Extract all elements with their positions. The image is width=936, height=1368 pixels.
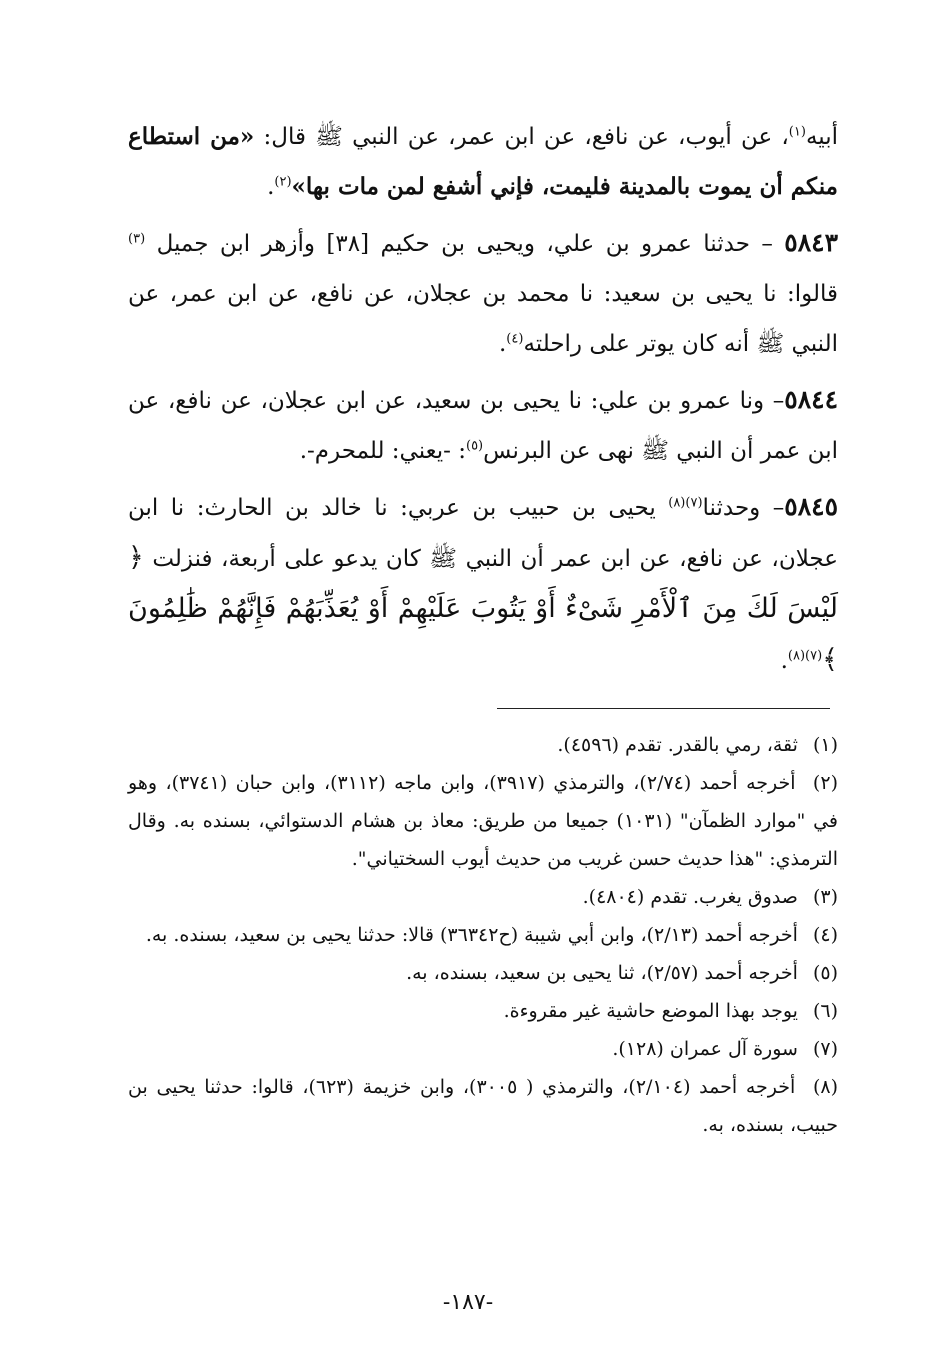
text: . <box>498 331 507 357</box>
footnote <box>128 764 838 878</box>
footnote-text: صدوق يغرب. تقدم (٤٨٠٤). <box>582 886 798 908</box>
footnote <box>128 992 838 1030</box>
footnote <box>128 1030 838 1068</box>
footnote <box>128 1068 838 1144</box>
text: – ونا عمرو بن علي: نا يحيى بن سعيد، عن ابن عجلان، عن نافع، عن ابن عمر أن النبي ﷺ نهى عن البرنس <box>128 388 838 464</box>
footnote-ref[interactable]: (٣) <box>128 231 146 247</box>
main-text <box>128 112 838 686</box>
text: يحيى بن حبيب بن عربي: نا خالد بن الحارث: نا ابن عجلان، عن نافع، عن ابن عمر أن النبي ﷺ كان يدعو على أربعة، فنزلت <box>128 495 838 572</box>
page-number: -١٨٧- <box>442 1290 494 1315</box>
footnote-marker: (٨) <box>812 1076 838 1098</box>
paragraph-hadith-5843 <box>128 218 838 369</box>
footnote-marker: (٥) <box>812 962 838 984</box>
paragraph-hadith-5845 <box>128 482 838 686</box>
footnote-marker: (٧) <box>812 1038 838 1060</box>
footnote-ref[interactable]: (١) <box>788 124 806 140</box>
footnote-text: أخرجه أحمد (٢/١٣)، وابن أبي شيبة (ح٣٦٣٤٢) قالا: حدثنا يحيى بن سعيد، بسنده. به. <box>145 924 798 946</box>
quran-verse: ﴿ لَيْسَ لَكَ مِنَ ٱلْأَمْرِ شَىْءٌ أَوْ يَتُوبَ عَلَيْهِمْ أَوْ يُعَذِّبَهُمْ فَإِنَّهُمْ ظَٰلِمُونَ ﴾ <box>128 542 838 675</box>
footnote-ref[interactable]: (٧)(٨) <box>668 495 703 511</box>
text: : -يعني: للمحرم-. <box>299 438 466 464</box>
footnote-ref[interactable]: (٥) <box>465 438 484 454</box>
footnote-text: أخرجه أحمد (٢/٧٤)، والترمذي (٣٩١٧)، وابن ماجه (٣١١٢)، وابن حبان (٣٧٤١)، وهو في "موارد الظمآن" (١٠٣١) جميعا من طريق: معاذ بن هشام الدستوائي، بسنده به. وقال الترمذي: "هذا حديث حسن غريب من حديث أيوب السختياني". <box>128 772 839 870</box>
footnote-ref[interactable]: (٤) <box>506 331 524 347</box>
footnote <box>128 726 838 764</box>
hadith-number: ٥٨٤٣ <box>784 228 838 257</box>
hadith-number: ٥٨٤٤ <box>784 385 838 414</box>
hadith-number: ٥٨٤٥ <box>784 492 838 521</box>
footnote-marker: (١) <box>812 734 838 756</box>
footnote-text: أخرجه أحمد (٢/٥٧)، ثنا يحيى بن سعيد، بسنده، به. <box>406 962 798 984</box>
text: أبيه <box>805 124 839 150</box>
footnotes <box>128 726 838 1144</box>
footnote-marker: (٦) <box>812 1000 838 1022</box>
footnote <box>128 916 838 954</box>
footnote-divider <box>497 708 830 709</box>
footnote-marker: (٣) <box>812 886 838 908</box>
text: – حدثنا عمرو بن علي، ويحيى بن حكيم [٣٨] وأزهر ابن جميل <box>145 231 785 257</box>
hadith-quote: «من استطاع منكم أن يموت بالمدينة فليمت، فإني أشفع لمن مات بها» <box>128 123 838 200</box>
footnote <box>128 954 838 992</box>
footnote-text: يوجد بهذا الموضع حاشية غير مقروءة. <box>503 1000 798 1022</box>
paragraph-hadith-5844 <box>128 375 838 476</box>
footnote-text: ثقة، رمي بالقدر. تقدم (٤٥٩٦). <box>557 734 798 756</box>
footnote-text: أخرجه أحمد (٢/١٠٤)، والترمذي ( ٣٠٠٥)، وابن خزيمة (٦٢٣)، قالوا: حدثنا يحيى بن حبيب، بسنده، به. <box>128 1076 838 1136</box>
text: . <box>780 648 788 674</box>
footnote <box>128 878 838 916</box>
text: ، عن أيوب، عن نافع، عن ابن عمر، عن النبي ﷺ قال: <box>254 124 789 150</box>
paragraph-hadith-continuation <box>128 112 838 212</box>
footnote-marker: (٤) <box>812 924 838 946</box>
footnote-marker: (٢) <box>812 772 838 794</box>
text: قالوا: نا يحيى بن سعيد: نا محمد بن عجلان، عن نافع، عن ابن عمر، عن النبي ﷺ أنه كان يوتر على راحلته <box>128 281 838 357</box>
text: . <box>267 174 275 200</box>
footnote-text: سورة آل عمران (١٢٨). <box>612 1038 798 1060</box>
footnote-ref[interactable]: (٢) <box>274 174 292 190</box>
footnote-ref[interactable]: (٧)(٨) <box>787 648 823 664</box>
text: – وحدثنا <box>702 495 785 521</box>
